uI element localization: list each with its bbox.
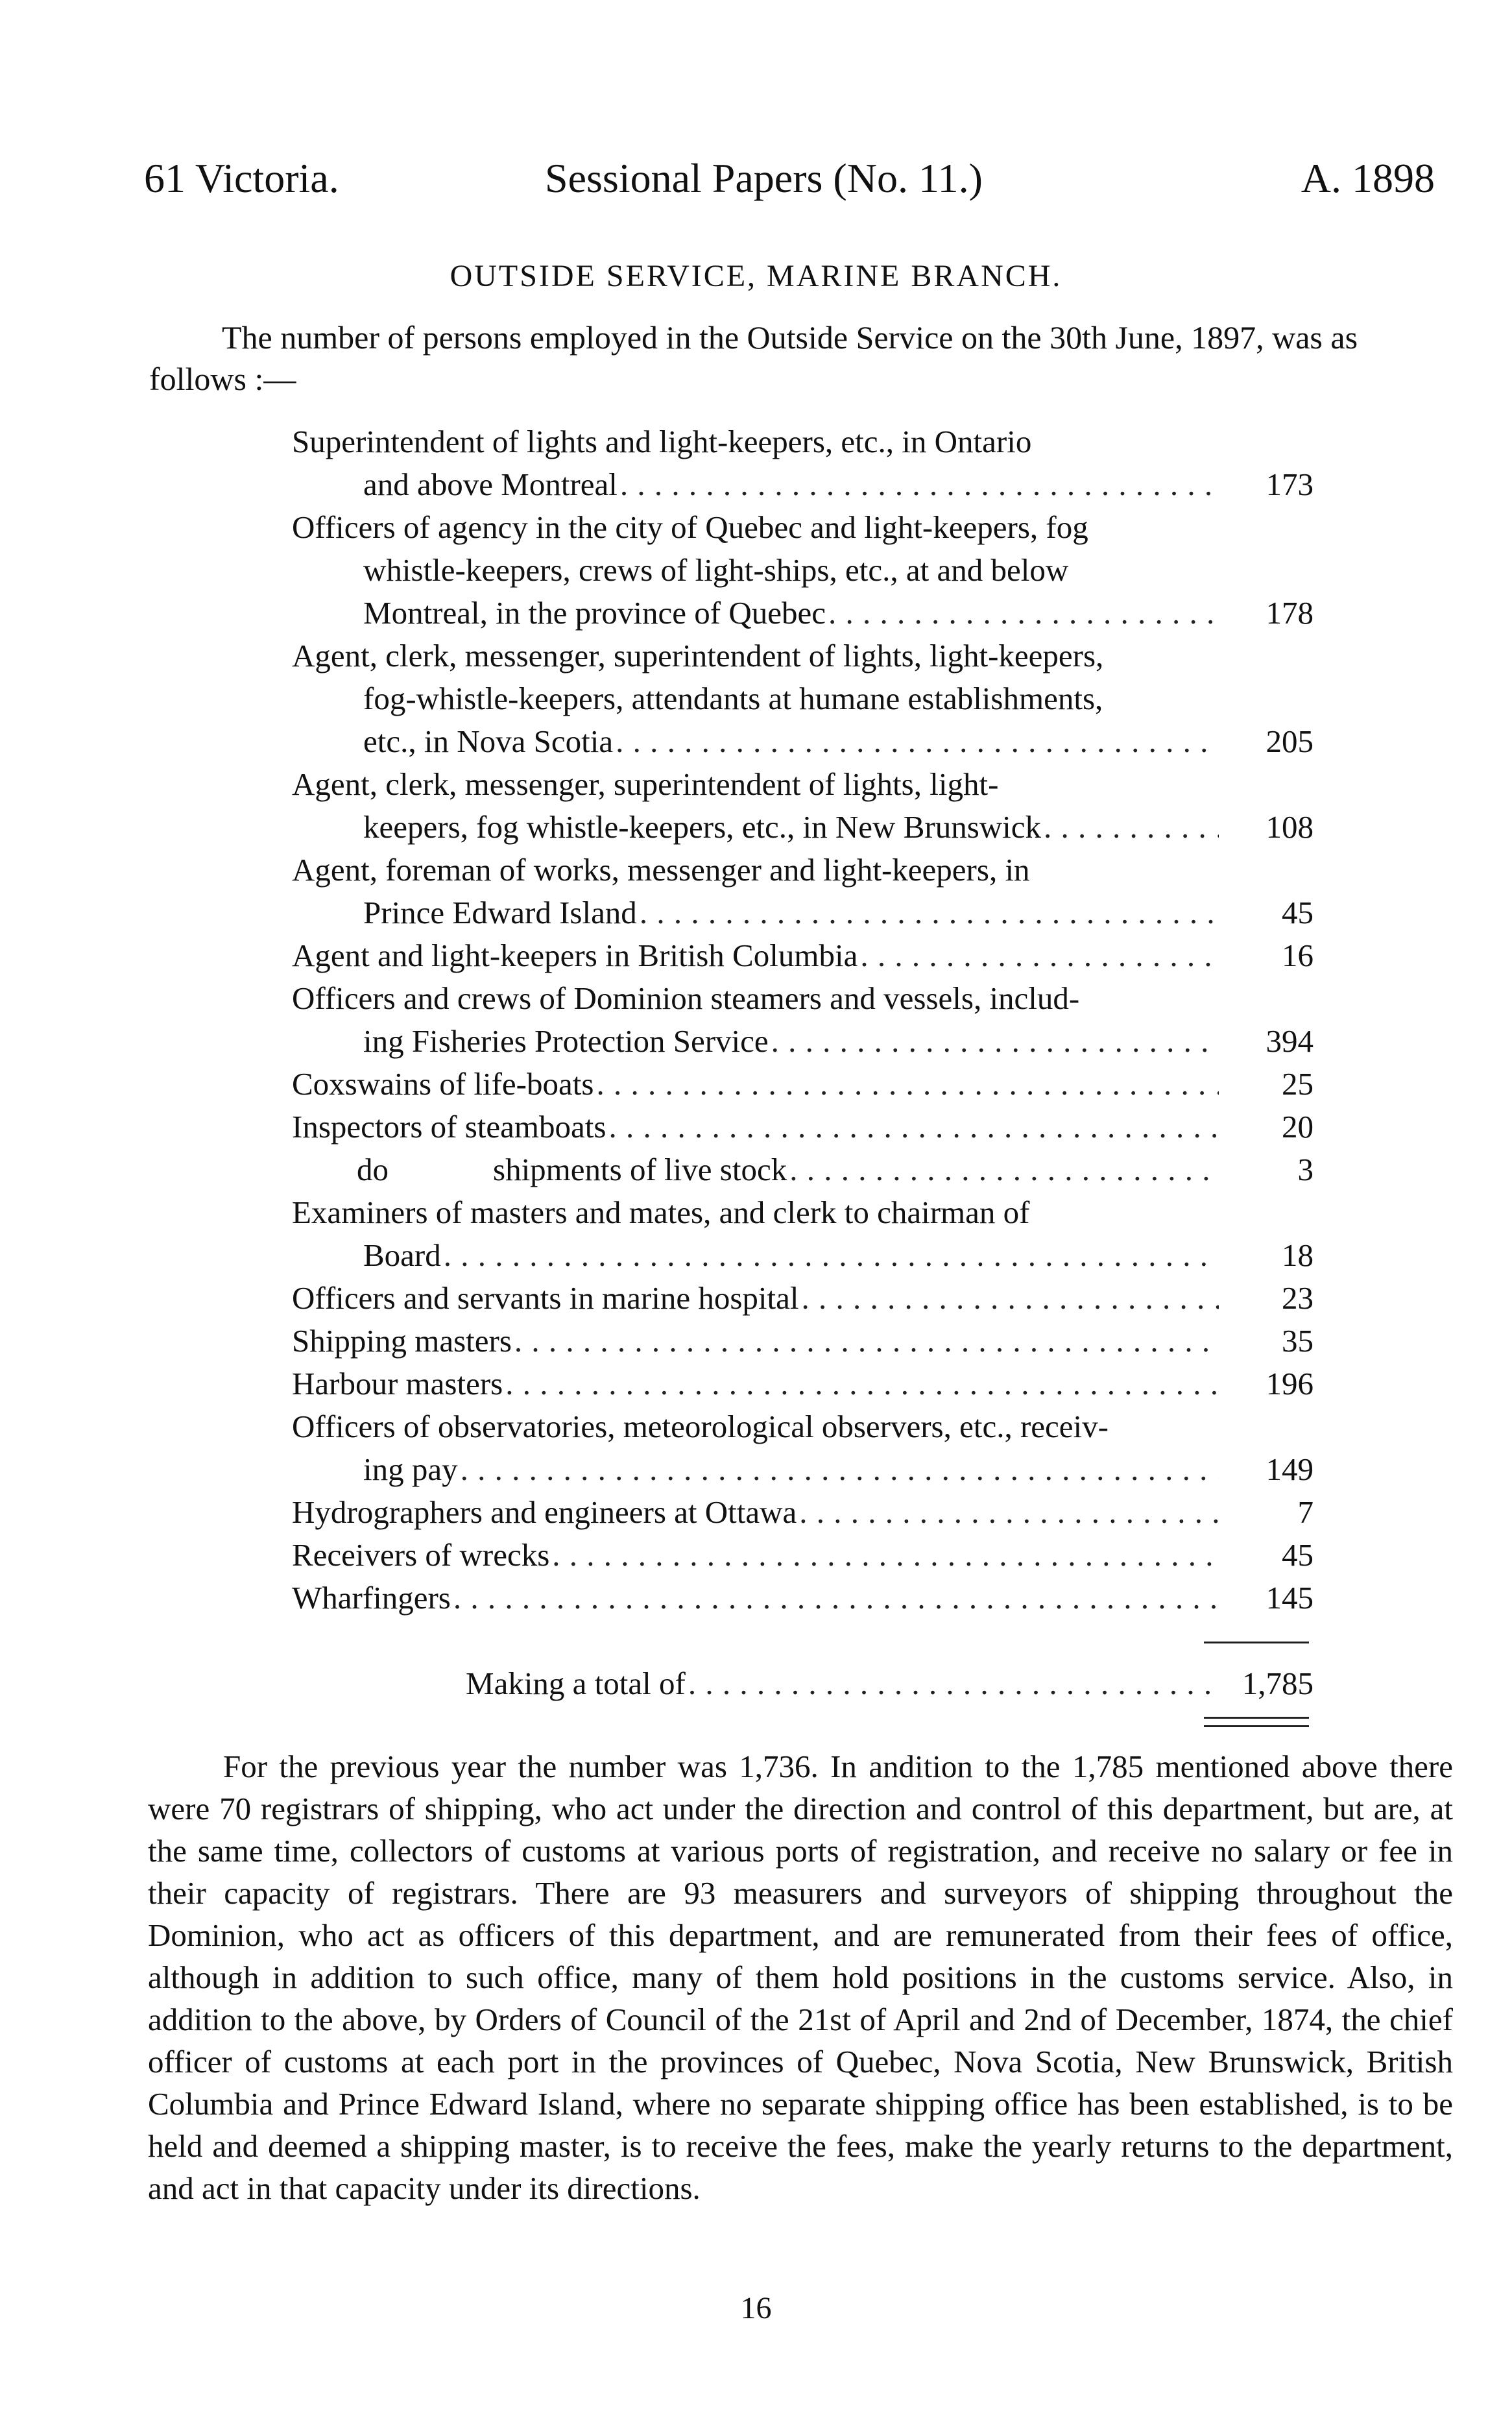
item-text-line: Inspectors of steamboats xyxy=(292,1109,606,1145)
list-item xyxy=(292,1277,1314,1320)
dot-leader xyxy=(552,1534,1219,1577)
item-count: 20 xyxy=(1282,1109,1314,1145)
item-row xyxy=(292,1491,1314,1534)
list-item xyxy=(292,934,1314,977)
item-text-line: fog-whistle-keepers, attendants at humane establishments, xyxy=(363,681,1103,716)
item-row xyxy=(292,1234,1314,1277)
list-item xyxy=(292,977,1314,1063)
item-count: 25 xyxy=(1282,1066,1314,1102)
item-row xyxy=(292,1148,1314,1191)
item-row xyxy=(292,720,1314,763)
dot-leader xyxy=(640,891,1219,934)
item-count: 3 xyxy=(1297,1152,1314,1187)
dot-leader xyxy=(444,1234,1219,1277)
item-row xyxy=(292,891,1314,934)
item-text-line: Shipping masters xyxy=(292,1323,512,1359)
item-text-line: Receivers of wrecks xyxy=(292,1537,550,1573)
item-text-line: Board xyxy=(363,1237,441,1273)
dot-leader xyxy=(620,463,1219,506)
item-text-line: Superintendent of lights and light-keepers, etc., in Ontario xyxy=(292,424,1032,459)
list-item xyxy=(292,420,1314,506)
item-count: 108 xyxy=(1266,809,1314,845)
item-text-line: and above Montreal xyxy=(363,467,618,502)
header-left: 61 Victoria. xyxy=(144,155,339,201)
list-item xyxy=(292,1063,1314,1106)
item-text-line: Agent and light-keepers in British Columbia xyxy=(292,938,858,973)
item-text-line: Officers and crews of Dominion steamers and vessels, includ- xyxy=(292,980,1080,1016)
dot-leader xyxy=(688,1662,1219,1705)
item-count: 7 xyxy=(1297,1494,1314,1530)
list-item xyxy=(292,1106,1314,1148)
item-text-line: Agent, clerk, messenger, superintendent of lights, light- xyxy=(292,766,999,802)
sum-rule xyxy=(1204,1642,1309,1643)
dot-leader xyxy=(1044,806,1219,849)
dot-leader xyxy=(453,1577,1219,1619)
item-text-line: Wharfingers xyxy=(292,1580,451,1616)
list-item xyxy=(292,1320,1314,1363)
dot-leader xyxy=(608,1106,1219,1148)
section-title: OUTSIDE SERVICE, MARINE BRANCH. xyxy=(450,259,1062,293)
item-row xyxy=(292,1277,1314,1320)
dot-leader xyxy=(505,1363,1219,1405)
dot-leader xyxy=(616,720,1219,763)
dot-leader xyxy=(771,1020,1219,1063)
running-header xyxy=(144,154,1435,213)
dot-leader xyxy=(514,1320,1219,1363)
item-row xyxy=(292,1534,1314,1577)
item-count: 45 xyxy=(1282,1537,1314,1573)
dot-leader xyxy=(860,934,1219,977)
item-text-line: Agent, clerk, messenger, superintendent of lights, light-keepers, xyxy=(292,638,1104,673)
item-text-line xyxy=(292,1148,787,1191)
staff-list xyxy=(292,420,1314,1619)
item-count: 16 xyxy=(1282,938,1314,973)
intro-paragraph xyxy=(149,317,1453,400)
item-count: 45 xyxy=(1282,895,1314,930)
item-text-line: Prince Edward Island xyxy=(363,895,637,930)
list-item xyxy=(292,1491,1314,1534)
item-text-line: Officers of agency in the city of Quebec and light-keepers, fog xyxy=(292,509,1088,545)
item-text-line: Montreal, in the province of Quebec xyxy=(363,595,826,631)
body-paragraph: For the previous year the number was 1,736. In andition to the 1,785 mentioned above there were 70 registrars of shipping, who act under the direction and control of this department, but are, at the same time, collectors of customs at various ports of registration, and receive no salary or fee in their capacity of registrars. There are 93 measurers and surveyors of shipping throughout the Dominion, who act as officers of this department, and are remunerated from their fees of office, although in addition to such office, many of them hold positions in the customs service. Also, in addition to the above, by Orders of Council of the 21st of April and 2nd of December, 1874, the chief officer of customs at each port in the provinces of Quebec, Nova Scotia, New Brunswick, British Columbia and Prince Edward Island, where no separate shipping office has been established, is to be held and deemed a shipping master, is to receive the fees, make the yearly returns to the department, and act in that capacity under its directions. xyxy=(148,1749,1453,2206)
item-row xyxy=(292,1363,1314,1405)
item-row xyxy=(292,1448,1314,1491)
item-count: 23 xyxy=(1282,1280,1314,1316)
list-item xyxy=(292,1405,1314,1491)
total-row xyxy=(466,1662,1314,1705)
total-value: 1,785 xyxy=(1242,1666,1314,1701)
item-text-line: etc., in Nova Scotia xyxy=(363,723,614,759)
page-number: 16 xyxy=(740,2291,772,2325)
list-item xyxy=(292,1148,1314,1191)
item-row xyxy=(292,934,1314,977)
item-text: shipments of live stock xyxy=(493,1152,787,1187)
intro-text: The number of persons employed in the Outside Service on the 30th June, 1897, was as follows :— xyxy=(149,319,1358,397)
dot-leader xyxy=(828,592,1219,635)
list-item xyxy=(292,1577,1314,1619)
item-text-line: ing Fisheries Protection Service xyxy=(363,1023,769,1059)
list-item xyxy=(292,1534,1314,1577)
item-count: 196 xyxy=(1266,1366,1314,1401)
item-count: 35 xyxy=(1282,1323,1314,1359)
item-count: 178 xyxy=(1266,595,1314,631)
item-text-line: ing pay xyxy=(363,1451,458,1487)
item-row xyxy=(292,1063,1314,1106)
list-item xyxy=(292,763,1314,849)
dot-leader xyxy=(596,1063,1219,1106)
item-row xyxy=(292,1106,1314,1148)
list-item xyxy=(292,506,1314,635)
header-center: Sessional Papers (No. 11.) xyxy=(545,155,983,201)
item-count: 394 xyxy=(1266,1023,1314,1059)
list-item xyxy=(292,849,1314,934)
dot-leader xyxy=(799,1491,1219,1534)
total-double-rule xyxy=(1204,1717,1309,1727)
item-count: 149 xyxy=(1266,1451,1314,1487)
item-text-line: Examiners of masters and mates, and clerk to chairman of xyxy=(292,1194,1030,1230)
dot-leader xyxy=(802,1277,1219,1320)
item-text-line: Hydrographers and engineers at Ottawa xyxy=(292,1494,797,1530)
total-label: Making a total of xyxy=(466,1666,686,1701)
item-text-line: Officers and servants in marine hospital xyxy=(292,1280,799,1316)
item-row xyxy=(292,1577,1314,1619)
item-text-line: keepers, fog whistle-keepers, etc., in New Brunswick xyxy=(363,809,1042,845)
item-text-line: Agent, foreman of works, messenger and light-keepers, in xyxy=(292,852,1030,888)
item-row xyxy=(292,806,1314,849)
list-item xyxy=(292,1363,1314,1405)
header-right: A. 1898 xyxy=(1301,155,1435,201)
dot-leader xyxy=(461,1448,1219,1491)
item-text-line: Officers of observatories, meteorological observers, etc., receiv- xyxy=(292,1409,1109,1444)
list-item xyxy=(292,635,1314,763)
item-row xyxy=(292,1320,1314,1363)
item-count: 18 xyxy=(1282,1237,1314,1273)
ditto-mark: do xyxy=(357,1152,389,1187)
item-count: 145 xyxy=(1266,1580,1314,1616)
item-row xyxy=(292,1020,1314,1063)
dot-leader xyxy=(789,1148,1219,1191)
item-row xyxy=(292,592,1314,635)
item-text-line: Coxswains of life-boats xyxy=(292,1066,594,1102)
item-row xyxy=(292,463,1314,506)
item-count: 205 xyxy=(1266,723,1314,759)
item-text-line: whistle-keepers, crews of light-ships, etc., at and below xyxy=(363,552,1069,588)
item-count: 173 xyxy=(1266,467,1314,502)
item-text-line: Harbour masters xyxy=(292,1366,503,1401)
list-item xyxy=(292,1191,1314,1277)
